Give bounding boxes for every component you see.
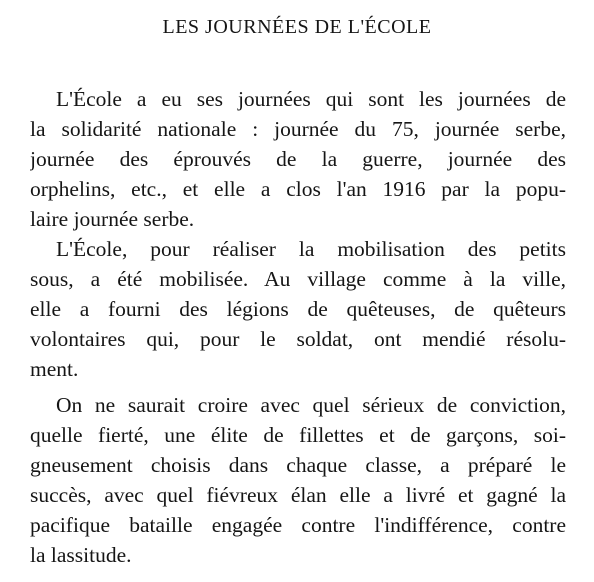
paragraph-3-line-2: quelle fierté, une élite de fillettes et de garçons, soi- [30, 423, 566, 447]
paragraph-3-line-4: succès, avec quel fiévreux élan elle a livré et gagné la [30, 483, 566, 507]
paragraph-2-line-2: sous, a été mobilisée. Au village comme à la ville, [30, 267, 566, 291]
paragraph-1-line-4: orphelins, etc., et elle a clos l'an 1916 par la popu- [30, 177, 566, 201]
paragraph-1-line-1: L'École a eu ses journées qui sont les journées de [56, 87, 566, 111]
paragraph-2-line-3: elle a fourni des légions de quêteuses, de quêteurs [30, 297, 566, 321]
page-title: LES JOURNÉES DE L'ÉCOLE [162, 16, 432, 38]
paragraph-2-line-1: L'École, pour réaliser la mobilisation des petits [56, 237, 566, 261]
paragraph-2-line-4: volontaires qui, pour le soldat, ont mendié résolu- [30, 327, 566, 351]
paragraph-1-line-2: la solidarité nationale : journée du 75, journée serbe, [30, 117, 566, 141]
paragraph-3-line-6: la lassitude. [30, 543, 132, 567]
paragraph-1-line-3: journée des éprouvés de la guerre, journée des [30, 147, 566, 171]
paragraph-3-line-5: pacifique bataille engagée contre l'indifférence, contre [30, 513, 566, 537]
paragraph-3-line-1: On ne saurait croire avec quel sérieux de conviction, [56, 393, 566, 417]
paragraph-3-line-3: gneusement choisis dans chaque classe, a préparé le [30, 453, 566, 477]
paragraph-1-line-5: laire journée serbe. [30, 207, 195, 231]
paragraph-2-line-5: ment. [30, 357, 79, 381]
